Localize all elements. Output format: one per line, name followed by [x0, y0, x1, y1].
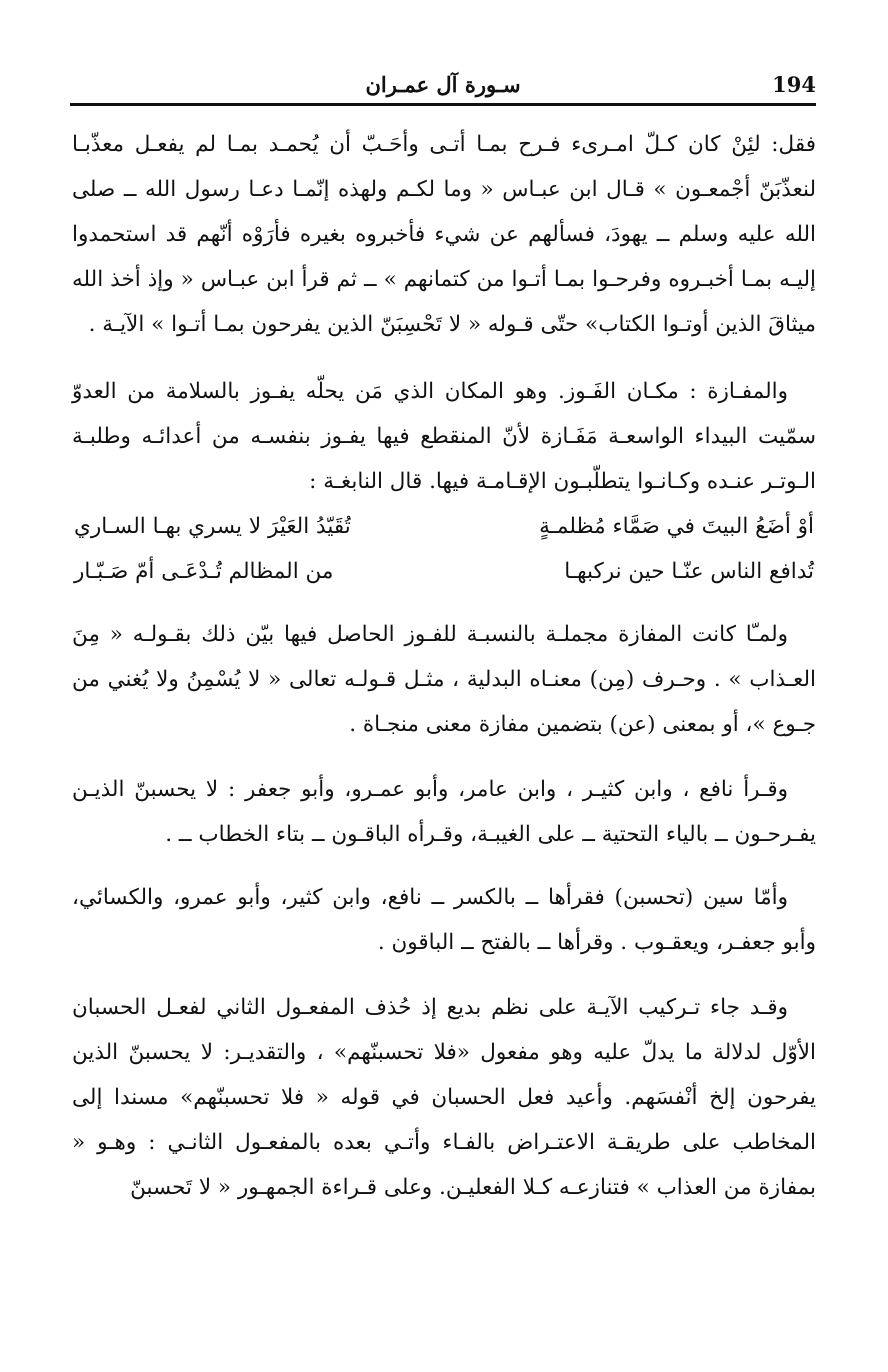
paragraph-hadith: فقل: لئِنْ كان كـلّ امـرىء فـرح بمـا أتـى وأحَـبّ أن يُحمـد بمـا لم يفعـل معذّبـا لنعذّبَنّ أجْمعـون » قـال ابن عبـاس « وما لكـم ولهذه إنّمـا دعـا رسول الله ــ صلى الله عليه وسلم ــ يهودَ، فسألهم عن شيء فأخبروه بغيره فأرَوْه أنّهم قد استحمدوا إليـه بمـا أخبـروه وفرحـوا بمـا أتـوا من كتمانهم » ــ ثم قرأ ابن عبـاس « وإذ أخذ الله ميثاقَ الذين أوتـوا الكتاب» حتّى قـوله « لا تَحْسِبَنّ الذين يفرحون بمـا أتـوا » الآيـة . — [72, 132, 816, 337]
page-header — [70, 68, 816, 102]
verse-1-second-hemistich: تُقَيّدُ العَيْرَ لا يسري بهـا السـاري — [74, 514, 351, 539]
surah-title: سـورة آل عمـران — [365, 72, 521, 97]
paragraph-syntax: وقـد جاء تـركيب الآيـة على نظم بديع إذ حُذف المفعـول الثاني لفعـل الحسبان الأوّل لدلالة ما يدلّ عليه وهو مفعول «فلا تحسبنّهم» ، والتقديـر: لا يحسبنّ الذين يفرحون إلخ أنْفسَهم. وأعيد فعل الحسبان في قوله « فلا تحسبنّهم» مسندا إلى المخاطب على طريقـة الاعتـراض بالفـاء وأتـي بعده بالمفعـول الثانـي : وهـو « بمفازة من العذاب » فتنازعـه كـلا الفعليـن. وعلى قـراءة الجمهـور « لا تَحسبنّ — [72, 995, 816, 1200]
poem-verse-1 — [72, 504, 816, 549]
page-body — [72, 122, 816, 1210]
page-number: 194 — [772, 72, 816, 97]
paragraph-min-meaning: ولمـّا كانت المفازة مجملـة بالنسبـة للفـوز الحاصل فيها بيّن ذلك بقـولـه « مِنَ العـذاب » . وحـرف (مِن) معنـاه البدلية ، مثـل قـولـه تعالى « لا يُسْمِنُ ولا يُغني من جـوع »، أو بمعنى (عن) بتضمين مفازة معنى منجـاة . — [72, 622, 816, 737]
poem-verse-2 — [72, 549, 816, 594]
paragraph-readings-sin: وأمّا سين (تحسبن) فقرأها ــ بالكسر ــ نافع، وابن كثير، وأبو عمرو، والكسائي، وأبو جعفـر، ويعقـوب . وقرأها ــ بالفتح ــ الباقون . — [72, 885, 816, 955]
verse-2-second-hemistich: من المظالم تُـدْعَـى أمّ صَـبّـار — [74, 559, 334, 584]
paragraph-readings-ya: وقـرأ نافع ، وابن كثيـر ، وابن عامر، وأبو عمـرو، وأبو جعفر : لا يحسبنّ الذيـن يفـرحـون ــ بالياء التحتية ــ على الغيبـة، وقـرأه الباقـون ــ بتاء الخطاب ــ . — [72, 777, 816, 847]
paragraph-mafaza: والمفـازة : مكـان الفَـوز. وهو المكان الذي مَن يحلّه يفـوز بالسلامة من العدوّ سمّيت البيداء الواسعـة مَفَـازة لأنّ المنقطع فيها يفـوز بنفسـه من أعدائـه وطلبـة الـوتـر عنـده وكـانـوا يتطلّبـون الإقـامـة فيها. قال النابغـة : — [72, 379, 816, 494]
verse-2-first-hemistich: تُدافع الناس عنّـا حين نركبهـا — [564, 559, 814, 584]
verse-1-first-hemistich: أوْ أضَعُ البيتَ في صَمَّاء مُظلمـةٍ — [539, 514, 814, 539]
header-divider — [70, 103, 816, 106]
